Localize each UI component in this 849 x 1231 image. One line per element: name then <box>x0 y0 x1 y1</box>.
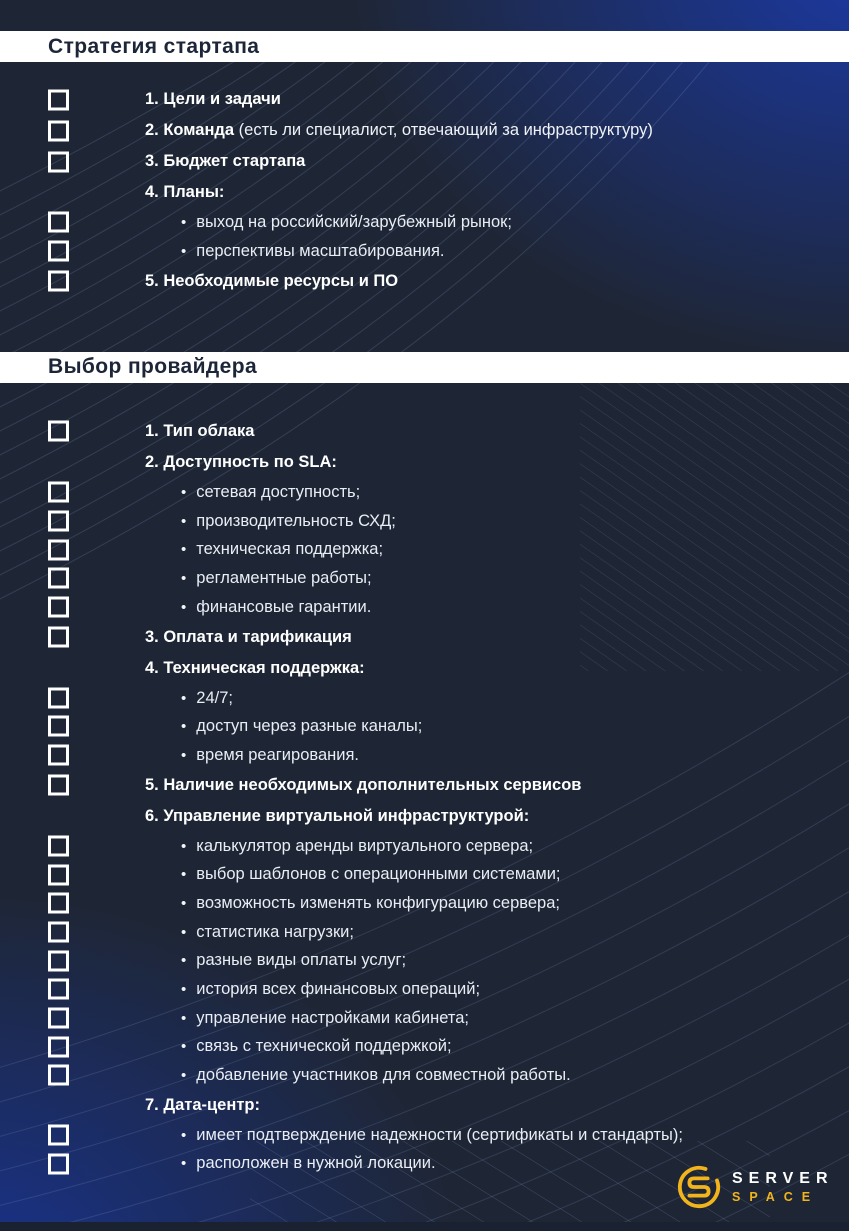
item-label-normal: возможность изменять конфигурацию сервера; <box>196 893 560 912</box>
checklist-row <box>0 84 849 115</box>
section-title: Выбор провайдера <box>48 355 258 379</box>
item-label-normal: производительность СХД; <box>196 511 396 530</box>
section-header-bar <box>0 352 849 383</box>
bullet-dot: • <box>181 718 187 736</box>
item-label-normal: (есть ли специалист, отвечающий за инфраструктуру) <box>234 121 653 140</box>
checklist-row <box>0 946 849 975</box>
checkbox[interactable] <box>48 597 69 618</box>
bullet-dot: • <box>181 570 187 588</box>
item-text <box>181 981 480 998</box>
checklist-row <box>0 564 849 593</box>
checklist-row <box>0 621 849 652</box>
checklist-row <box>0 447 849 478</box>
section-items <box>0 62 849 321</box>
checklist-row <box>0 535 849 564</box>
checkbox[interactable] <box>48 421 69 442</box>
checkbox[interactable] <box>48 774 69 795</box>
checklist-row <box>0 712 849 741</box>
item-text <box>145 1097 260 1114</box>
item-text <box>181 1127 683 1144</box>
item-text <box>145 777 581 794</box>
item-label-normal: разные виды оплаты услуг; <box>196 951 407 970</box>
item-text <box>145 629 352 646</box>
checklist-row <box>0 237 849 266</box>
bullet-dot: • <box>181 484 187 502</box>
item-text <box>181 570 372 587</box>
checkbox[interactable] <box>48 864 69 885</box>
item-text <box>181 541 383 558</box>
item-label-normal: техническая поддержка; <box>196 540 384 559</box>
bullet-dot: • <box>181 214 187 232</box>
item-text <box>181 1155 436 1172</box>
bullet-dot: • <box>181 541 187 559</box>
item-label-bold: 4. Техническая поддержка: <box>145 658 365 677</box>
item-text <box>181 924 354 941</box>
item-text <box>181 718 422 735</box>
item-label-normal: выход на российский/зарубежный рынок; <box>196 213 512 232</box>
section-startup-strategy <box>0 31 849 321</box>
bullet-dot: • <box>181 746 187 764</box>
item-label-bold: 4. Планы: <box>145 183 225 202</box>
checkbox[interactable] <box>48 482 69 503</box>
item-label-bold: 2. Команда <box>145 121 235 140</box>
section-title: Стратегия стартапа <box>48 34 260 58</box>
item-label-bold: 3. Бюджет стартапа <box>145 152 306 171</box>
checklist-row <box>0 652 849 683</box>
item-label-normal: 24/7; <box>196 688 233 707</box>
item-label-bold: 5. Необходимые ресурсы и ПО <box>145 271 399 290</box>
bullet-dot: • <box>181 952 187 970</box>
checklist-row <box>0 831 849 860</box>
logo-wordmark <box>732 1171 834 1204</box>
checklist-row <box>0 1004 849 1033</box>
bullet-dot: • <box>181 923 187 941</box>
bullet-dot: • <box>181 689 187 707</box>
item-text <box>181 484 360 501</box>
checkbox[interactable] <box>48 950 69 971</box>
item-text <box>181 1067 571 1084</box>
checkbox[interactable] <box>48 979 69 1000</box>
item-label-normal: добавление участников для совместной работы. <box>196 1066 571 1085</box>
item-label-normal: связь с технической поддержкой; <box>196 1037 452 1056</box>
item-text <box>181 866 561 883</box>
bullet-dot: • <box>181 1038 187 1056</box>
item-label-normal: история всех финансовых операций; <box>196 980 481 998</box>
item-text <box>145 273 398 290</box>
logo-text-server: SERVER <box>732 1169 834 1187</box>
item-label-bold: 7. Дата-центр: <box>145 1095 260 1114</box>
item-text <box>181 1038 452 1055</box>
checklist-row <box>0 800 849 831</box>
item-text <box>145 423 254 440</box>
checkbox[interactable] <box>48 835 69 856</box>
item-label-normal: доступ через разные каналы; <box>196 717 423 736</box>
checklist-row <box>0 889 849 918</box>
item-text <box>181 1010 469 1027</box>
checklist-row <box>0 1121 849 1150</box>
checklist-row <box>0 1061 849 1090</box>
checkbox[interactable] <box>48 120 69 141</box>
item-text <box>181 838 533 855</box>
item-text <box>181 747 359 764</box>
checklist-row <box>0 507 849 536</box>
item-label-normal: перспективы масштабирования. <box>196 241 445 260</box>
checklist-row <box>0 146 849 177</box>
checkbox[interactable] <box>48 568 69 589</box>
item-label-normal: имеет подтверждение надежности (сертификаты и стандарты); <box>196 1125 683 1144</box>
bullet-dot: • <box>181 1067 187 1085</box>
checklist-row <box>0 1032 849 1061</box>
checklist-document <box>0 31 849 1178</box>
item-text <box>181 243 444 260</box>
checklist-row <box>0 918 849 947</box>
checklist-row <box>0 1090 849 1121</box>
bullet-dot: • <box>181 894 187 912</box>
item-text <box>181 599 371 616</box>
bullet-dot: • <box>181 242 187 260</box>
item-label-normal: время реагирования. <box>196 745 359 764</box>
checklist-row <box>0 265 849 296</box>
item-text <box>181 895 560 912</box>
checklist-row <box>0 975 849 1004</box>
checklist-row <box>0 769 849 800</box>
item-label-bold: 1. Цели и задачи <box>145 90 281 109</box>
checkbox[interactable] <box>48 687 69 708</box>
checklist-row <box>0 115 849 146</box>
checkbox[interactable] <box>48 270 69 291</box>
checklist-row <box>0 860 849 889</box>
item-text <box>181 690 233 707</box>
bullet-dot: • <box>181 866 187 884</box>
item-label-normal: выбор шаблонов с операционными системами; <box>196 865 561 884</box>
bullet-dot: • <box>181 1155 187 1173</box>
bullet-dot: • <box>181 598 187 616</box>
checkbox[interactable] <box>48 241 69 262</box>
checkbox[interactable] <box>48 626 69 647</box>
checklist-row <box>0 208 849 237</box>
checklist-row <box>0 593 849 622</box>
checklist-row <box>0 416 849 447</box>
checklist-row <box>0 177 849 208</box>
checkbox[interactable] <box>48 89 69 110</box>
item-text <box>145 122 653 139</box>
bullet-dot: • <box>181 512 187 530</box>
checkbox[interactable] <box>48 212 69 233</box>
section-header-bar <box>0 31 849 62</box>
checklist-row <box>0 683 849 712</box>
section-items <box>0 383 849 1178</box>
item-text <box>145 91 281 108</box>
logo-text-space: SPACE <box>732 1189 820 1204</box>
checklist-row <box>0 741 849 770</box>
serverspace-logo <box>676 1164 834 1210</box>
item-text <box>145 454 337 471</box>
item-label-normal: регламентные работы; <box>196 569 372 588</box>
item-text <box>145 184 224 201</box>
item-label-normal: калькулятор аренды виртуального сервера; <box>196 836 534 855</box>
item-label-normal: статистика нагрузки; <box>196 922 354 941</box>
item-label-normal: финансовые гарантии. <box>196 597 372 616</box>
bullet-dot: • <box>181 837 187 855</box>
checkbox[interactable] <box>48 1036 69 1057</box>
bullet-dot: • <box>181 1009 187 1027</box>
checkbox[interactable] <box>48 1153 69 1174</box>
checkbox[interactable] <box>48 921 69 942</box>
item-text <box>145 660 365 677</box>
checkbox[interactable] <box>48 745 69 766</box>
checkbox[interactable] <box>48 893 69 914</box>
checkbox[interactable] <box>48 151 69 172</box>
item-label-bold: 3. Оплата и тарификация <box>145 627 352 646</box>
checkbox[interactable] <box>48 1007 69 1028</box>
bottom-bar <box>0 1222 849 1231</box>
checkbox[interactable] <box>48 1065 69 1086</box>
item-label-normal: расположен в нужной локации. <box>196 1154 436 1173</box>
checkbox[interactable] <box>48 716 69 737</box>
checkbox[interactable] <box>48 1125 69 1146</box>
checklist-row <box>0 478 849 507</box>
serverspace-logo-icon <box>676 1164 722 1210</box>
item-label-bold: 1. Тип облака <box>145 422 255 441</box>
bullet-dot: • <box>181 1126 187 1144</box>
item-label-normal: сетевая доступность; <box>196 483 361 502</box>
item-label-bold: 6. Управление виртуальной инфраструктурой: <box>145 806 530 825</box>
item-text <box>145 808 529 825</box>
item-label-bold: 5. Наличие необходимых дополнительных сервисов <box>145 775 582 794</box>
checkbox[interactable] <box>48 539 69 560</box>
item-label-bold: 2. Доступность по SLA: <box>145 453 337 472</box>
section-provider-choice <box>0 352 849 1178</box>
item-text <box>181 952 406 969</box>
item-text <box>145 153 305 170</box>
item-text <box>181 214 512 231</box>
bullet-dot: • <box>181 981 187 998</box>
item-text <box>181 513 396 530</box>
item-label-normal: управление настройками кабинета; <box>196 1008 469 1027</box>
checkbox[interactable] <box>48 511 69 532</box>
